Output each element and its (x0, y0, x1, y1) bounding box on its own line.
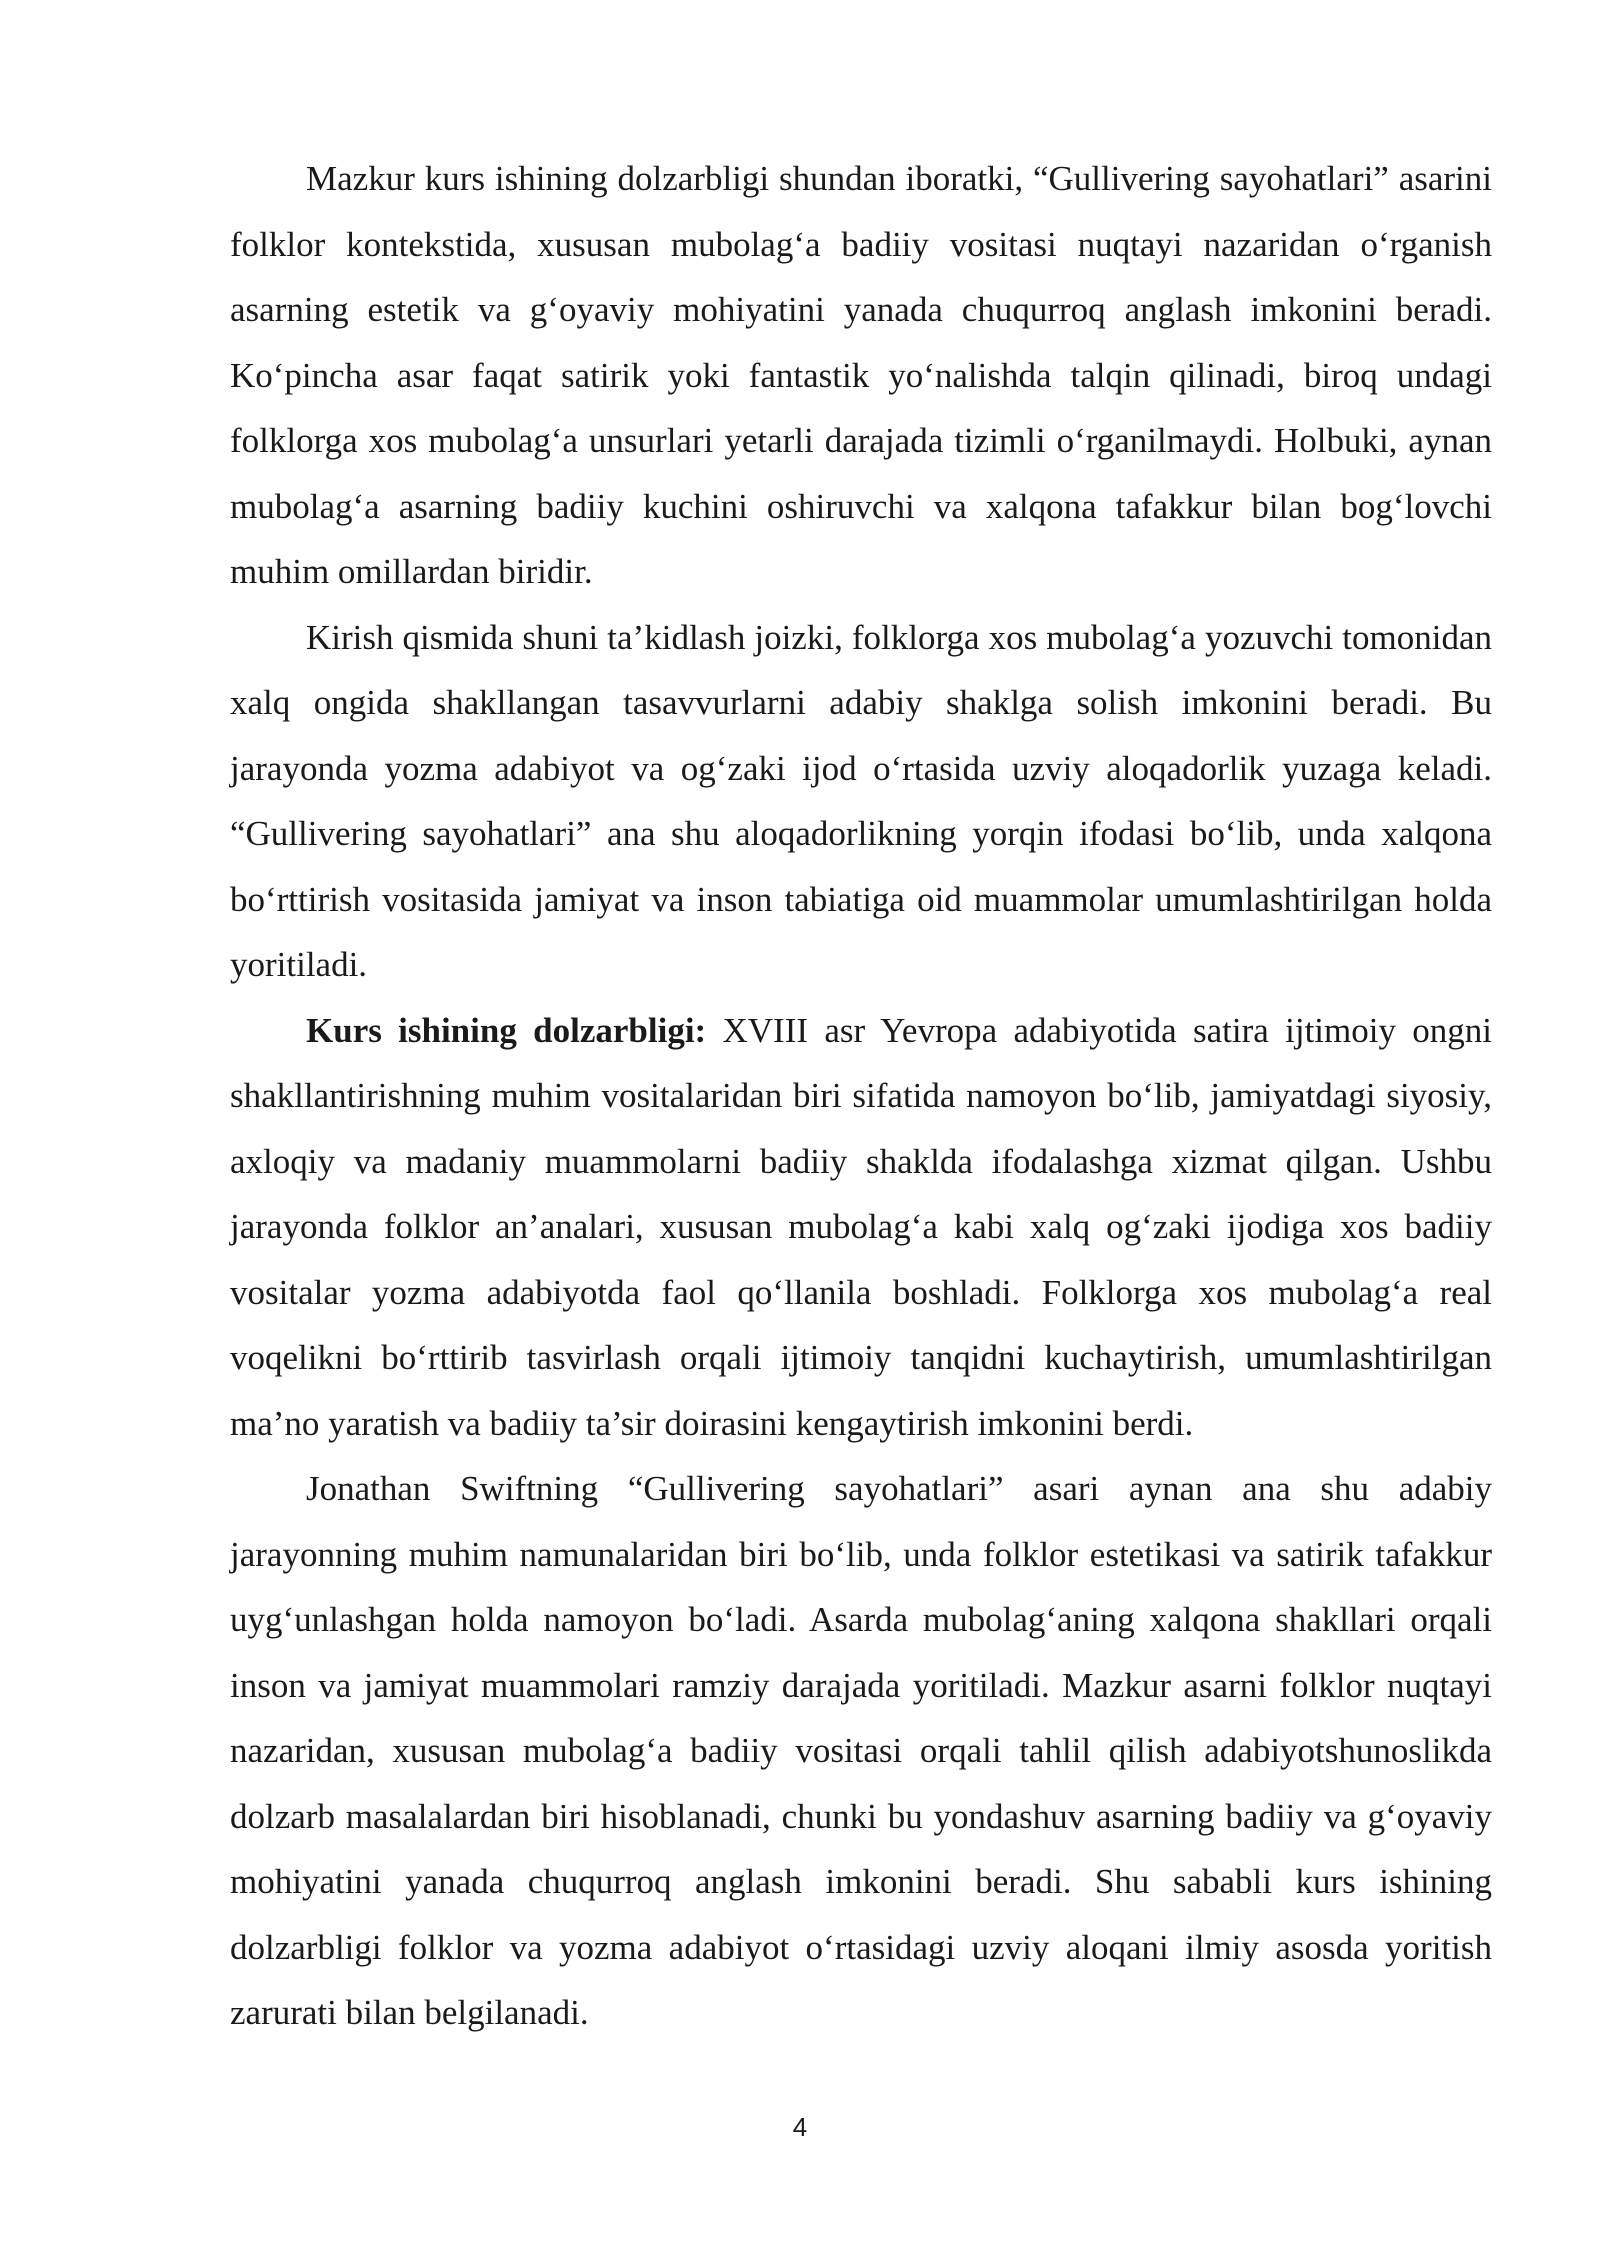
paragraph-2-text: Kirish qismida shuni ta’kidlash joizki, folklorga xos mubolag‘a yozuvchi tomonidan xalq ongida shakllangan tasavvurlarni adabiy shaklga solish imkonini beradi. Bu jarayonda yozma adabiyot va og‘zaki ijod o‘rtasida uzviy aloqadorlik yuzaga keladi. “Gullivering sayohatlari” ana shu aloqadorlikning yorqin ifodasi bo‘lib, unda xalqona bo‘rttirish vositasida jamiyat va inson tabiatiga oid muammolar umumlashtirilgan holda yoritiladi. (230, 617, 1492, 984)
body-text (230, 146, 1492, 2046)
page-number: 4 (792, 2112, 808, 2142)
paragraph-3-text: XVIII asr Yevropa adabiyotida satira ijtimoiy ongni shakllantirishning muhim vositalaridan biri sifatida namoyon bo‘lib, jamiyatdagi siyosiy, axloqiy va madaniy muammolarni badiiy shaklda ifodalashga xizmat qilgan. Ushbu jarayonda folklor an’analari, xususan mubolag‘a kabi xalq og‘zaki ijodiga xos badiiy vositalar yozma adabiyotda faol qo‘llanila boshladi. Folklorga xos mubolag‘a real voqelikni bo‘rttirib tasvirlash orqali ijtimoiy tanqidni kuchaytirish, umumlashtirilgan ma’no yaratish va badiiy ta’sir doirasini kengaytirish imkonini berdi. (230, 1010, 1492, 1443)
paragraph-1-text: Mazkur kurs ishining dolzarbligi shundan iboratki, “Gullivering sayohatlari” asarini folklor kontekstida, xususan mubolag‘a badiiy vositasi nuqtayi nazaridan o‘rganish asarning estetik va g‘oyaviy mohiyatini yanada chuqurroq anglash imkonini beradi. Ko‘pincha asar faqat satirik yoki fantastik yo‘nalishda talqin qilinadi, biroq undagi folklorga xos mubolag‘a unsurlari yetarli darajada tizimli o‘rganilmaydi. Holbuki, aynan mubolag‘a asarning badiiy kuchini oshiruvchi va xalqona tafakkur bilan bog‘lovchi muhim omillardan biridir. (230, 159, 1492, 591)
paragraph-2 (230, 605, 1492, 998)
paragraph-1 (230, 146, 1492, 605)
paragraph-3-lead: Kurs ishining dolzarbligi: (306, 1010, 707, 1050)
paragraph-3 (230, 998, 1492, 1457)
paragraph-4-text: Jonathan Swiftning “Gullivering sayohatlari” asari aynan ana shu adabiy jarayonning muhim namunalaridan biri bo‘lib, unda folklor estetikasi va satirik tafakkur uyg‘unlashgan holda namoyon bo‘ladi. Asarda mubolag‘aning xalqona shakllari orqali inson va jamiyat muammolari ramziy darajada yoritiladi. Mazkur asarni folklor nuqtayi nazaridan, xususan mubolag‘a badiiy vositasi orqali tahlil qilish adabiyotshunoslikda dolzarb masalalardan biri hisoblanadi, chunki bu yondashuv asarning badiiy va g‘oyaviy mohiyatini yanada chuqurroq anglash imkonini beradi. Shu sababli kurs ishining dolzarbligi folklor va yozma adabiyot o‘rtasidagi uzviy aloqani ilmiy asosda yoritish zarurati bilan belgilanadi. (230, 1469, 1492, 2032)
paragraph-4 (230, 1456, 1492, 2046)
